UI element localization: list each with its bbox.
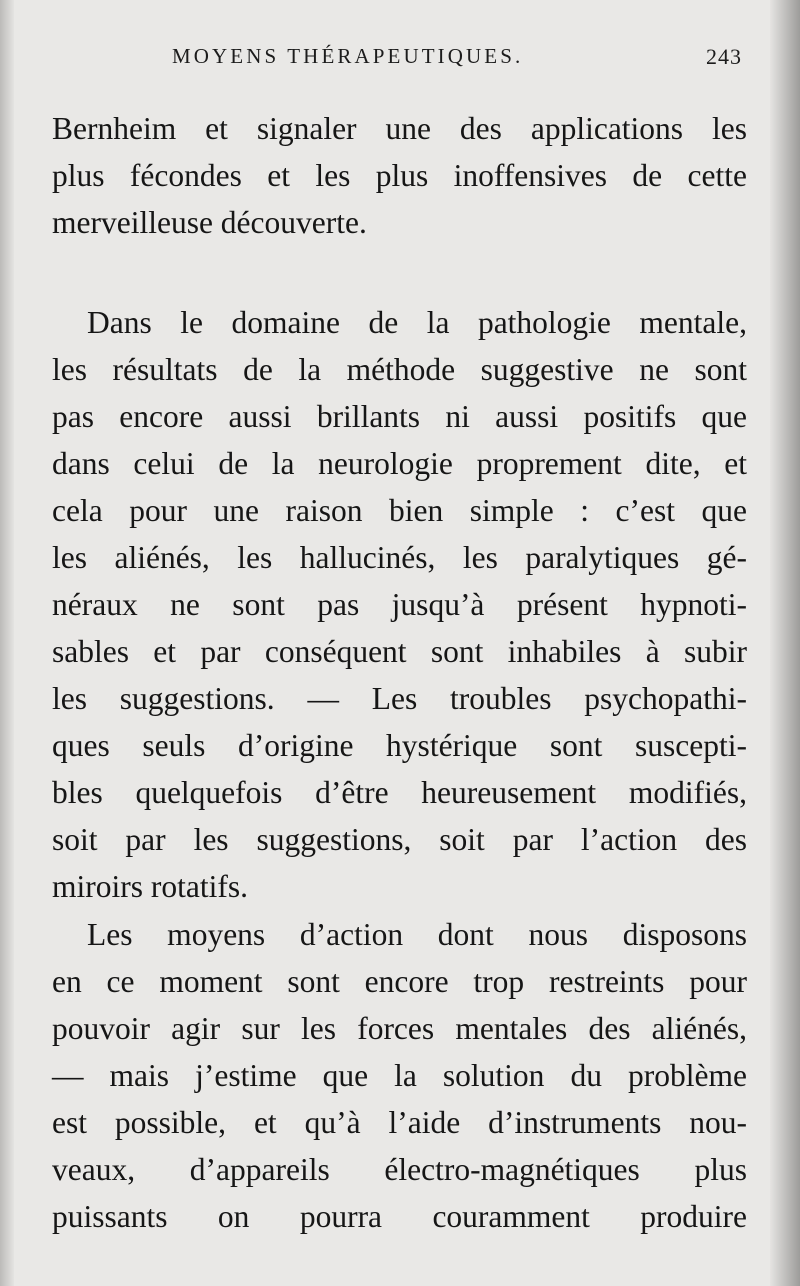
page-number: 243 (706, 44, 742, 69)
text-line: Les moyens d’action dont nous disposons (87, 917, 747, 952)
text-line: Dans le domaine de la pathologie mentale, (87, 305, 747, 340)
text-line: veaux, d’appareils électro-magnétiques plus (52, 1152, 747, 1187)
text-line: soit par les suggestions, soit par l’action des (52, 822, 747, 857)
text-line: pas encore aussi brillants ni aussi positifs que (52, 399, 747, 434)
text-line: dans celui de la neurologie proprement dite, et (52, 446, 747, 481)
page-right-edge-shadow (770, 0, 800, 1286)
text-line: sables et par conséquent sont inhabiles à subir (52, 634, 747, 669)
text-line: pouvoir agir sur les forces mentales des aliénés, (52, 1011, 747, 1046)
text-line: bles quelquefois d’être heureusement modifiés, (52, 775, 747, 810)
text-line: les suggestions. — Les troubles psychopathi- (52, 681, 747, 716)
running-title: MOYENS THÉRAPEUTIQUES. (172, 44, 524, 68)
text-line: cela pour une raison bien simple : c’est que (52, 493, 747, 528)
text-line: miroirs rotatifs. (52, 869, 248, 904)
text-line: plus fécondes et les plus inoffensives de cette (52, 158, 747, 193)
text-line: les résultats de la méthode suggestive ne sont (52, 352, 747, 387)
page-left-edge-shadow (0, 0, 14, 1286)
text-line: ques seuls d’origine hystérique sont suscepti- (52, 728, 747, 763)
text-line: néraux ne sont pas jusqu’à présent hypnoti- (52, 587, 747, 622)
page-header (0, 44, 800, 74)
paragraph-2 (52, 299, 747, 910)
text-line: est possible, et qu’à l’aide d’instruments nou- (52, 1105, 747, 1140)
text-line: — mais j’estime que la solution du problème (52, 1058, 747, 1093)
text-line: puissants on pourra couramment produire (52, 1199, 747, 1234)
text-line: en ce moment sont encore trop restreints pour (52, 964, 747, 999)
text-line: les aliénés, les hallucinés, les paralytiques gé- (52, 540, 747, 575)
paragraph-1 (52, 105, 747, 246)
paragraph-3 (52, 911, 747, 1240)
text-line: Bernheim et signaler une des applications les (52, 111, 747, 146)
text-line: merveilleuse découverte. (52, 205, 367, 240)
